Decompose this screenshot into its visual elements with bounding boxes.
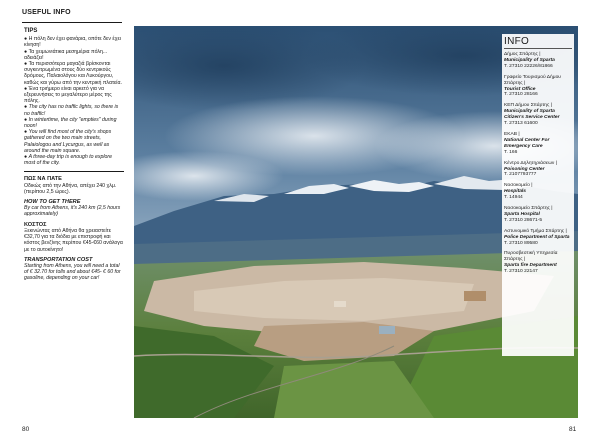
contact-entry: ΚΕΠ Δήμου Σπάρτης | Municipality of Sparta Citizen's Service Center T. 27313 61600	[504, 103, 572, 127]
tip-en-2: ● In wintertime, the city "empties" during noon!	[24, 116, 117, 130]
bullet-icon: ●	[24, 129, 29, 136]
tip-en-3: ● You will find most of the city's shops gathered on the two main streets, Palaiologou and Lycurgus, as well as around the main square.	[24, 129, 112, 154]
getting-there-text-gr: Οδικώς από την Αθήνα, απέχει 240 χλμ. (περίπου 2,5 ώρες).	[24, 182, 117, 195]
tips-title: TIPS	[24, 28, 38, 34]
contact-entry: Νοσοκομείο Σπάρτης | Sparta Hospital T. 27310 28671-5	[504, 206, 572, 224]
phone-number: T. 27310 89580	[504, 240, 538, 246]
info-title: INFO	[504, 36, 572, 49]
tip-gr-1: ● Η πόλη δεν έχει φανάρια, οπότε δεν έχει κίνηση!	[24, 36, 121, 49]
cost-text-gr: Ξεκινώντας από Αθήνα θα χρειαστείτε €32,70 για τα διόδια με επιστροφή και κόστος βενζίνης περίπου €45-€60 ανάλογα με το αυτοκίνητο!	[24, 227, 123, 253]
cost-text-en: Starting from Athens, you will need a total of € 32.70 for tolls and about €45- € 60 for gasoline, depending on your car!	[24, 262, 121, 282]
phone-number: T. 2107793777	[504, 172, 537, 178]
info-panel	[504, 36, 572, 280]
phone-number: T. 27310 28671-5	[504, 217, 543, 223]
phone-number: T. 27310 28166	[504, 92, 538, 98]
contact-entry: Νοσοκομείο | Hospitals T. 14944	[504, 183, 572, 201]
phone-number: T. 14944	[504, 195, 523, 201]
tips-column	[24, 28, 124, 286]
getting-there-title-en: HOW TO GET THERE	[24, 199, 81, 206]
bullet-icon: ●	[24, 61, 29, 68]
phone-number: T. 166	[504, 149, 518, 155]
bullet-icon: ●	[24, 48, 29, 55]
bullet-icon: ●	[24, 154, 29, 161]
phone-number: T. 27310 22226/81866	[504, 63, 553, 69]
phone-number: T. 27313 61600	[504, 121, 538, 127]
section-header: USEFUL INFO	[22, 9, 71, 16]
contact-entry: Αστυνομικό Τμήμα Σπάρτης | Police Department of Sparta T. 27310 89580	[504, 229, 572, 247]
cost-title-en: TRANSPORTATION COST	[24, 256, 93, 263]
getting-there-title-gr: ΠΩΣ ΝΑ ΠΑΤΕ	[24, 176, 62, 183]
tip-gr-4: ● Ένα τριήμερο είναι αρκετό για να εξερευνήσεις το μεγαλύτερο μέρος της πόλης.	[24, 85, 112, 105]
cost-title-gr: ΚΟΣΤΟΣ	[24, 221, 47, 228]
contact-entry: Κέντρο Δηλητηριάσεων | Poisoning Center T. 2107793777	[504, 161, 572, 179]
bullet-icon: ●	[24, 85, 29, 92]
bullet-icon: ●	[24, 36, 29, 43]
tip-en-1: ● The city has no traffic lights, so there is no traffic!	[24, 104, 119, 117]
contact-entry: Δήμος Σπάρτης | Municipality of Sparta T. 27310 22226/81866	[504, 52, 572, 70]
tip-gr-3: ● Τα περισσότερα μαγαζιά βρίσκονται συγκεντρωμένα στους δύο κεντρικούς δρόμους, Παλαιολόγου και Λυκούργου, καθώς και γύρω από την κεντρική πλατεία.	[24, 61, 122, 86]
page-number-right: 81	[569, 426, 577, 433]
contact-entry: Γραφείο Τουρισμού Δήμου Σπάρτης | Tourist Office T. 27310 28166	[504, 75, 572, 99]
tip-en-4: ● A three-day trip is enough to explore most of the city.	[24, 154, 113, 167]
tip-gr-2: ● Τα χειμωνιάτικα μεσημέρια πόλη... αδειάζει!	[24, 48, 108, 61]
contact-entry: Πυροσβεστική Υπηρεσία Σπάρτης | Sparta fire Department T. 27310 22147	[504, 251, 572, 275]
contact-entry: ΕΚΑΒ | National Center For Emergency Care T. 166	[504, 132, 572, 156]
phone-number: T. 27310 22147	[504, 269, 538, 275]
page-number-left: 80	[22, 426, 30, 433]
bullet-icon: ●	[24, 116, 29, 123]
bullet-icon: ●	[24, 104, 29, 111]
section-divider	[24, 171, 124, 172]
getting-there-text-en: By car from Athens, it's 240 km (2,5 hours approximately)	[24, 205, 121, 218]
